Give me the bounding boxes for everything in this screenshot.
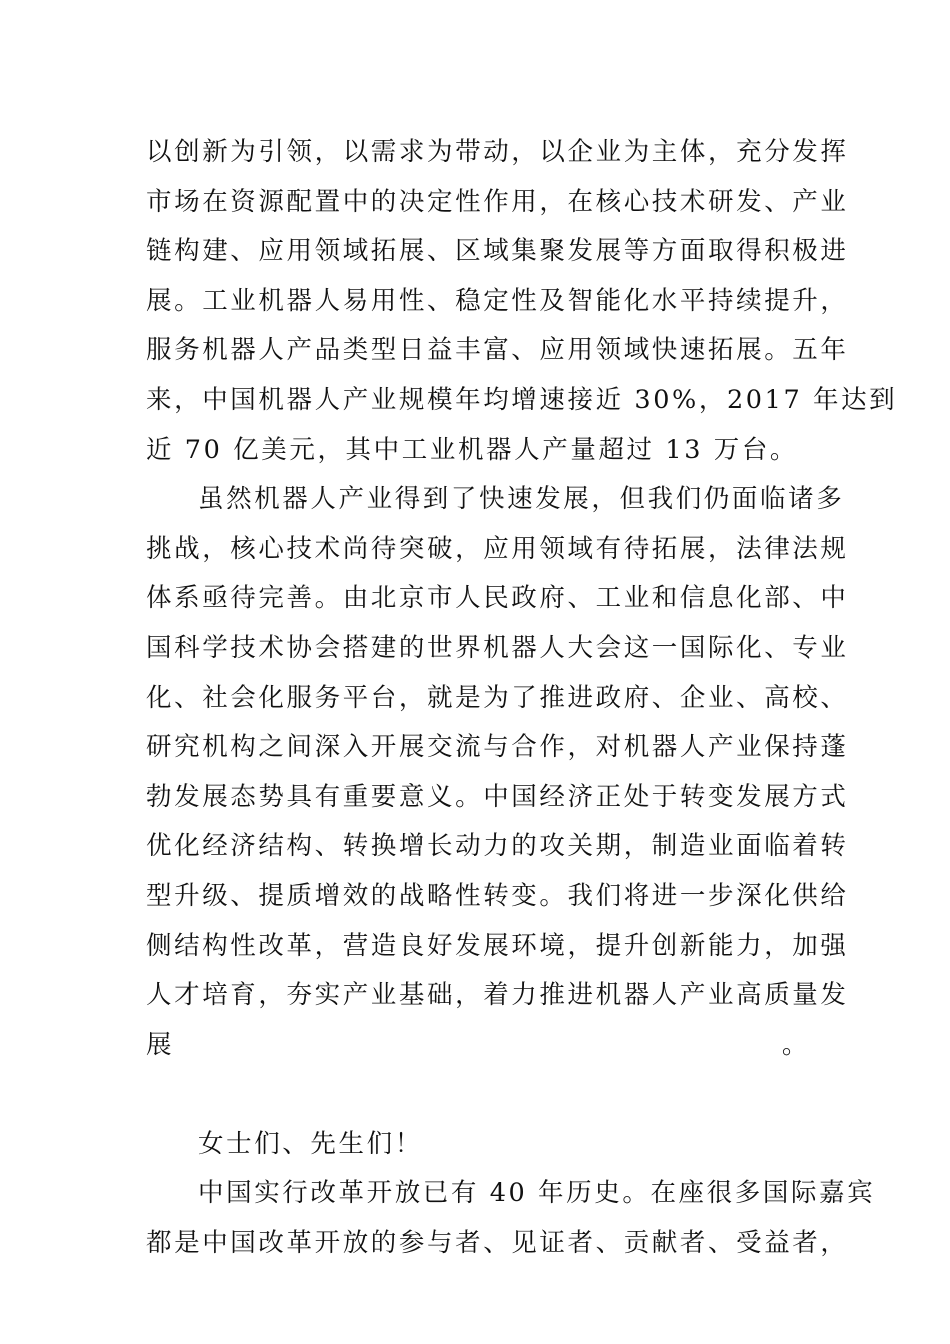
document-body <box>146 128 898 1269</box>
text-line: 优化经济结构、转换增长动力的攻关期，制造业面临着转 <box>146 831 849 862</box>
text-line: 国科学技术协会搭建的世界机器人大会这一国际化、专业 <box>146 632 849 663</box>
paragraph-reform-opening <box>146 1169 876 1268</box>
text-line: 型升级、提质增效的战略性转变。我们将进一步深化供给 <box>146 880 849 911</box>
text-line: 以创新为引领，以需求为带动，以企业为主体，充分发挥 <box>146 137 849 167</box>
text-line: 链构建、应用领域拓展、区域集聚发展等方面取得积极进 <box>146 236 849 267</box>
text-line: 服务机器人产品类型日益丰富、应用领域快速拓展。五年 <box>146 335 849 366</box>
paragraph-robot-industry-progress <box>146 128 898 475</box>
text-line: 研究机构之间深入开展交流与合作，对机器人产业保持蓬 <box>146 732 849 763</box>
text-line: 人才培育，夯实产业基础，着力推进机器人产业高质量发 <box>146 980 849 1011</box>
text-line: 来，中国机器人产业规模年均增速接近 30%，2017 年达到 <box>146 384 898 415</box>
text-line: 侧结构性改革，营造良好发展环境，提升创新能力，加强 <box>146 930 849 961</box>
text-line: 市场在资源配置中的决定性作用，在核心技术研发、产业 <box>146 186 849 217</box>
text-line: 体系亟待完善。由北京市人民政府、工业和信息化部、中 <box>146 583 849 614</box>
text-line: 都是中国改革开放的参与者、见证者、贡献者、受益者， <box>146 1228 849 1259</box>
text-line <box>146 1070 810 1120</box>
text-line: 近 70 亿美元，其中工业机器人产量超过 13 万台。 <box>146 434 799 465</box>
text-line: 中国实行改革开放已有 40 年历史。在座很多国际嘉宾 <box>198 1178 876 1209</box>
text-line: 展。工业机器人易用性、稳定性及智能化水平持续提升， <box>146 285 849 316</box>
paragraph-salutation <box>146 1120 810 1170</box>
text-line: 勃发展态势具有重要意义。中国经济正处于转变发展方式 <box>146 781 849 812</box>
text-line: 展。 <box>146 1029 810 1060</box>
text-line: 挑战，核心技术尚待突破，应用领域有待拓展，法律法规 <box>146 533 849 564</box>
text-line: 女士们、先生们！ <box>198 1128 423 1159</box>
text-line: 化、社会化服务平台，就是为了推进政府、企业、高校、 <box>146 682 849 713</box>
paragraph-challenges <box>146 475 849 1120</box>
text-line: 虽然机器人产业得到了快速发展，但我们仍面临诸多 <box>198 484 845 515</box>
